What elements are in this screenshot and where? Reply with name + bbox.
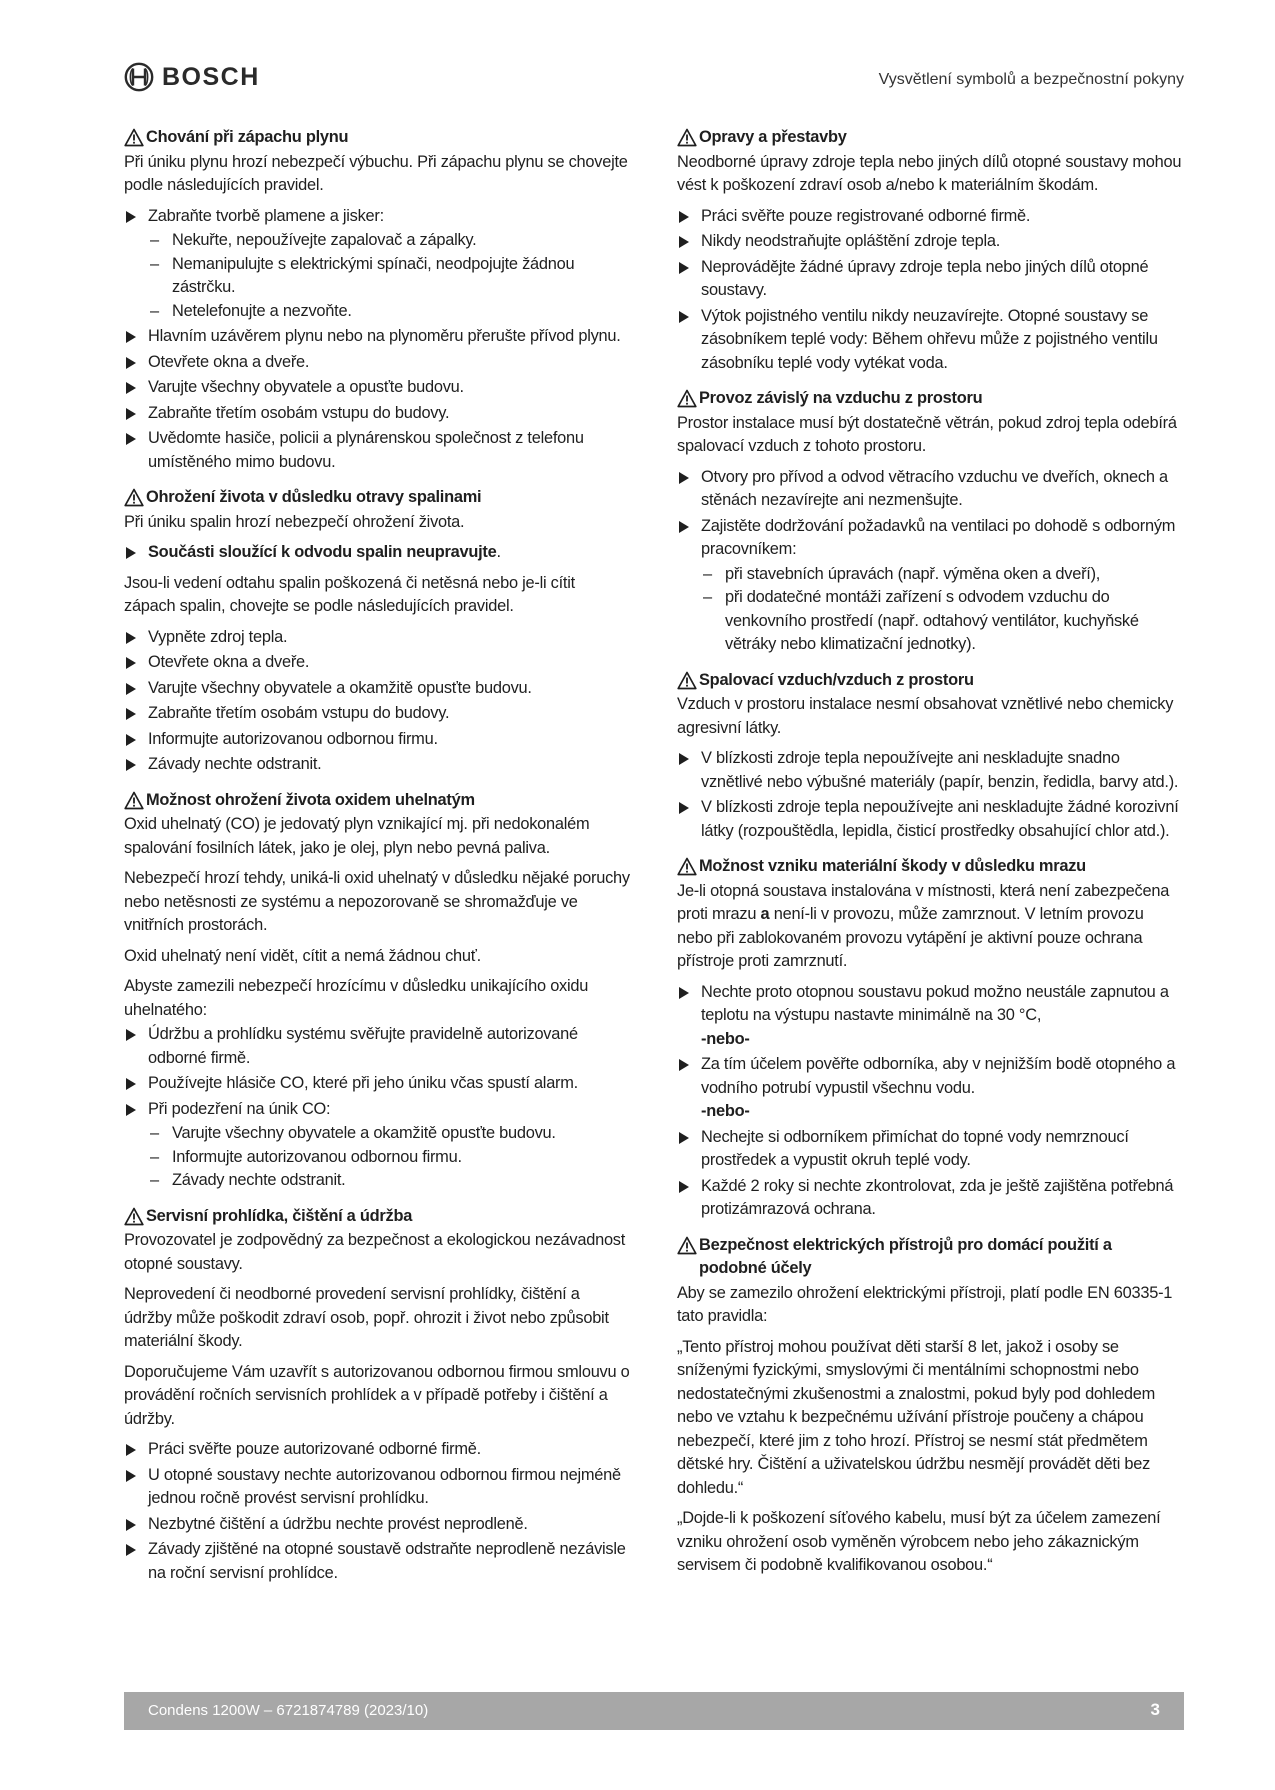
paragraph — [677, 880, 1183, 974]
step-arrow-icon — [679, 1181, 689, 1193]
step-arrow-icon — [126, 1078, 136, 1090]
step-text: Při podezření na únik CO: — [148, 1099, 331, 1118]
section-title — [677, 126, 1183, 150]
dash-bullet: – — [150, 1171, 159, 1189]
safety-section — [677, 126, 1183, 375]
step-arrow-icon — [679, 753, 689, 765]
instruction-step — [124, 541, 630, 565]
sub-item — [701, 586, 1183, 657]
step-text: Otvory pro přívod a odvod větracího vzduchu ve dveřích, oknech a stěnách nezavírejte ani nezmenšujte. — [701, 467, 1168, 509]
section-title-text: Ohrožení života v důsledku otravy spalinami — [146, 488, 482, 506]
section-title-text: Provoz závislý na vzduchu z prostoru — [699, 389, 983, 407]
instruction-step — [677, 1126, 1183, 1173]
step-arrow-icon — [126, 382, 136, 394]
step-text: Výtok pojistného ventilu nikdy neuzavírejte. Otopné soustavy se zásobníkem teplé vody: Během ohřevu může z pojistného ventilu zásobníku teplé vody vytékat voda. — [701, 306, 1158, 372]
right-column — [677, 126, 1183, 1590]
instruction-step — [124, 427, 630, 474]
sub-item — [148, 1122, 630, 1146]
instruction-list — [677, 981, 1183, 1222]
step-arrow-icon — [126, 547, 136, 559]
sub-list — [148, 1122, 630, 1193]
step-text: Za tím účelem pověřte odborníka, aby v nejnižším bodě otopného a vodního potrubí vypustil všechnu vodu. — [701, 1055, 1176, 1097]
paragraph: Provozovatel je zodpovědný za bezpečnost a ekologickou nezávadnost otopné soustavy. — [124, 1231, 626, 1273]
safety-section — [677, 1234, 1183, 1578]
sub-item-text: Závady nechte odstranit. — [172, 1171, 346, 1189]
warning-icon — [677, 857, 697, 876]
paragraph-text: není-li v provozu, může zamrznout. V letním provozu nebo při zablokovaném provozu vytápění je aktivní pouze ochrana přístroje proti zamrznutí. — [677, 905, 1144, 970]
sub-item — [148, 1146, 630, 1170]
instruction-step — [677, 230, 1183, 254]
step-arrow-icon — [126, 1029, 136, 1041]
instruction-step — [677, 305, 1183, 376]
warning-icon — [677, 128, 697, 147]
page-header — [124, 62, 1184, 98]
warning-icon — [124, 128, 144, 147]
section-title-text: Možnost ohrožení života oxidem uhelnatým — [146, 790, 475, 809]
step-text: Nikdy neodstraňujte opláštění zdroje tepla. — [701, 232, 1001, 250]
step-arrow-icon — [679, 987, 689, 999]
section-title — [124, 789, 630, 813]
sub-item-text: při dodatečné montáži zařízení s odvodem vzduchu do venkovního prostředí (např. odtahový ventilátor, kuchyňské větráky nebo klimatizační jednotky). — [725, 588, 1139, 653]
instruction-step — [124, 205, 630, 324]
sub-list — [148, 229, 630, 323]
paragraph: Jsou-li vedení odtahu spalin poškozená či netěsná nebo je-li cítit zápach spalin, chovejte se podle následujících pravidel. — [124, 573, 575, 615]
section-title-text: Chování při zápachu plynu — [146, 128, 349, 146]
step-text: Nechte proto otopnou soustavu pokud možno neustále zapnutou a teplotu na výstupu nastavte minimálně na 30 °C, — [701, 982, 1169, 1024]
instruction-list — [677, 466, 1183, 657]
dash-bullet: – — [150, 231, 159, 249]
step-text: Práci svěřte pouze autorizované odborné firmě. — [148, 1440, 481, 1458]
section-title — [677, 669, 1183, 693]
dash-bullet: – — [703, 564, 712, 583]
left-column — [124, 126, 630, 1597]
step-suffix: . — [496, 543, 501, 561]
bosch-logo — [124, 62, 260, 92]
section-title-text: Bezpečnost elektrických přístrojů pro domácí použití a podobné účely — [699, 1235, 1112, 1277]
sub-item-text: Nemanipulujte s elektrickými spínači, neodpojujte žádnou zástrčku. — [172, 254, 575, 296]
dash-bullet: – — [703, 588, 712, 606]
step-text: Hlavním uzávěrem plynu nebo na plynoměru přerušte přívod plynu. — [148, 327, 621, 345]
page-number: 3 — [1150, 1700, 1160, 1719]
step-text: Závady zjištěné na otopné soustavě odstraňte neprodleně nezávisle na roční servisní prohlídce. — [148, 1540, 626, 1582]
instruction-step — [124, 626, 630, 650]
paragraph: Neprovedení či neodborné provedení servisní prohlídky, čištění a údržby může poškodit zdraví osob, popř. ohrozit i život nebo způsobit materiální škody. — [124, 1285, 609, 1350]
section-title — [124, 126, 630, 150]
instruction-list — [124, 1438, 630, 1585]
sub-list — [701, 563, 1183, 657]
sub-item — [148, 300, 630, 324]
sub-item-text: Informujte autorizovanou odbornou firmu. — [172, 1147, 462, 1166]
instruction-step — [677, 256, 1183, 303]
instruction-list — [124, 541, 630, 565]
instruction-step — [124, 1513, 630, 1537]
step-arrow-icon — [679, 521, 689, 533]
step-arrow-icon — [126, 433, 136, 445]
section-title-text: Spalovací vzduch/vzduch z prostoru — [699, 670, 974, 689]
instruction-list — [124, 626, 630, 777]
instruction-step — [124, 402, 630, 426]
step-arrow-icon — [126, 683, 136, 695]
instruction-step — [124, 1098, 630, 1193]
paragraph: Neodborné úpravy zdroje tepla nebo jiných dílů otopné soustavy mohou vést k poškození zdraví osob a/nebo k materiálním škodám. — [677, 152, 1182, 194]
instruction-list — [124, 205, 630, 475]
paragraph-emphasis: a — [760, 905, 770, 923]
paragraph: Nebezpečí hrozí tehdy, uniká-li oxid uhelnatý v důsledku nějaké poruchy nebo netěsnosti ze systému a nepozorovaně se shromažďuje ve vnitřních prostorách. — [124, 869, 630, 934]
sub-item — [148, 253, 630, 300]
step-arrow-icon — [126, 708, 136, 720]
dash-bullet: – — [150, 1147, 159, 1166]
dash-bullet: – — [150, 1124, 159, 1142]
paragraph: Při úniku spalin hrozí nebezpečí ohrožení života. — [124, 512, 465, 531]
step-arrow-icon — [126, 1544, 136, 1556]
sub-item-text: Netelefonujte a nezvoňte. — [172, 301, 352, 320]
header-title: Vysvětlení symbolů a bezpečnostní pokyny — [878, 71, 1184, 88]
sub-item — [701, 563, 1183, 587]
warning-icon — [124, 488, 144, 507]
safety-section — [677, 855, 1183, 1222]
instruction-step — [677, 1175, 1183, 1222]
step-alternative: -nebo- — [701, 1029, 750, 1048]
instruction-list — [677, 205, 1183, 376]
safety-section — [124, 1205, 630, 1586]
instruction-step — [124, 1464, 630, 1511]
instruction-list — [124, 1023, 630, 1193]
instruction-list — [677, 747, 1183, 843]
step-arrow-icon — [126, 657, 136, 669]
step-arrow-icon — [126, 632, 136, 644]
step-arrow-icon — [126, 1519, 136, 1531]
paragraph: Oxid uhelnatý není vidět, cítit a nemá žádnou chuť. — [124, 946, 481, 965]
step-arrow-icon — [679, 802, 689, 814]
safety-section — [124, 126, 630, 474]
instruction-step — [124, 651, 630, 675]
step-arrow-icon — [126, 1444, 136, 1456]
step-text: Varujte všechny obyvatele a opusťte budovu. — [148, 378, 464, 396]
dash-bullet: – — [150, 254, 159, 273]
step-alternative: -nebo- — [701, 1102, 750, 1120]
dash-bullet: – — [150, 301, 159, 320]
instruction-step — [124, 1538, 630, 1585]
instruction-step — [677, 747, 1183, 794]
paragraph: Aby se zamezilo ohrožení elektrickými přístroji, platí podle EN 60335-1 tato pravidla: — [677, 1283, 1173, 1325]
step-arrow-icon — [679, 472, 689, 484]
step-text: Součásti sloužící k odvodu spalin neupravujte — [148, 543, 497, 561]
instruction-step — [677, 205, 1183, 229]
step-text: Zabraňte třetím osobám vstupu do budovy. — [148, 403, 450, 422]
step-text: Neprovádějte žádné úpravy zdroje tepla nebo jiných dílů otopné soustavy. — [701, 257, 1149, 299]
step-arrow-icon — [679, 1132, 689, 1144]
step-text: V blízkosti zdroje tepla nepoužívejte ani neskladujte snadno vznětlivé nebo výbušné materiály (papír, benzin, ředidla, barvy atd.). — [701, 749, 1179, 791]
instruction-step — [677, 796, 1183, 843]
paragraph: „Tento přístroj mohou používat děti starší 8 let, jakož i osoby se sníženými fyzickými, smyslovými či mentálními schopnostmi nebo nedostatečnými zkušenostmi a znalostmi, pokud byly pod dohledem nebo ve vztahu k bezpečnému užívání přístroje poučeny a chápou nebezpečí, které jim z toho hrozí. Přístroj se nesmí stát předmětem dětské hry. Čištění a uživatelskou údržbu nesmějí provádět děti bez dohledu.“ — [677, 1337, 1156, 1497]
step-arrow-icon — [126, 408, 136, 420]
step-text: Závady nechte odstranit. — [148, 755, 322, 773]
instruction-step — [124, 1023, 630, 1070]
step-text: Práci svěřte pouze registrované odborné firmě. — [701, 206, 1031, 225]
section-title — [677, 1234, 1183, 1281]
step-text: Nezbytné čištění a údržbu nechte provést neprodleně. — [148, 1514, 528, 1533]
step-text: Používejte hlásiče CO, které při jeho úniku včas spustí alarm. — [148, 1074, 578, 1092]
section-title-text: Možnost vzniku materiální škody v důsledku mrazu — [699, 857, 1086, 875]
document-reference: Condens 1200W – 6721874789 (2023/10) — [148, 1702, 429, 1719]
instruction-step — [124, 728, 630, 752]
step-text: Otevřete okna a dveře. — [148, 352, 310, 371]
step-text: Zajistěte dodržování požadavků na ventilaci po dohodě s odborným pracovníkem: — [701, 516, 1176, 558]
warning-icon — [124, 1207, 144, 1226]
step-text: Nechejte si odborníkem přimíchat do topné vody nemrznoucí prostředek a vypustit okruh teplé vody. — [701, 1127, 1129, 1169]
instruction-step — [124, 753, 630, 777]
step-arrow-icon — [679, 236, 689, 248]
paragraph-text: Je-li otopná soustava instalována v místnosti, která není zabezpečena proti mrazu — [677, 881, 1170, 923]
safety-section — [677, 387, 1183, 657]
step-text: Uvědomte hasiče, policii a plynárenskou společnost z telefonu umístěného mimo budovu. — [148, 429, 584, 471]
sub-item-text: Nekuřte, nepoužívejte zapalovač a zápalky. — [172, 231, 477, 249]
paragraph: Abyste zamezili nebezpečí hrozícímu v důsledku unikajícího oxidu uhelnatého: — [124, 977, 589, 1019]
section-title — [124, 486, 630, 510]
step-text: V blízkosti zdroje tepla nepoužívejte ani neskladujte žádné korozivní látky (rozpouštědla, lepidla, čisticí prostředky obsahující chlor atd.). — [701, 798, 1179, 840]
paragraph: Při úniku plynu hrozí nebezpečí výbuchu. Při zápachu plynu se chovejte podle následujících pravidel. — [124, 152, 628, 194]
instruction-step — [124, 325, 630, 349]
instruction-step — [124, 351, 630, 375]
instruction-step — [124, 1072, 630, 1096]
step-text: Údržbu a prohlídku systému svěřujte pravidelně autorizované odborné firmě. — [148, 1025, 578, 1067]
warning-icon — [677, 671, 697, 690]
sub-item — [148, 1169, 630, 1193]
instruction-step — [124, 376, 630, 400]
step-arrow-icon — [679, 262, 689, 274]
safety-section — [677, 669, 1183, 844]
step-arrow-icon — [126, 331, 136, 343]
paragraph: Doporučujeme Vám uzavřít s autorizovanou odbornou firmou smlouvu o provádění ročních servisních prohlídek a v případě potřeby i čištění a údržby. — [124, 1362, 630, 1428]
section-title-text: Opravy a přestavby — [699, 128, 847, 146]
step-arrow-icon — [679, 1059, 689, 1071]
step-text: Varujte všechny obyvatele a okamžitě opusťte budovu. — [148, 678, 532, 697]
sub-item-text: při stavebních úpravách (např. výměna oken a dveří), — [725, 564, 1101, 583]
instruction-step — [124, 677, 630, 701]
step-arrow-icon — [126, 357, 136, 369]
step-arrow-icon — [679, 311, 689, 323]
step-text: Vypněte zdroj tepla. — [148, 627, 288, 646]
page-footer — [124, 1692, 1184, 1730]
sub-item — [148, 229, 630, 253]
instruction-step — [677, 1053, 1183, 1124]
step-text: Otevřete okna a dveře. — [148, 653, 310, 671]
step-arrow-icon — [126, 734, 136, 746]
step-arrow-icon — [126, 1104, 136, 1116]
instruction-step — [124, 1438, 630, 1462]
instruction-step — [677, 466, 1183, 513]
instruction-step — [677, 981, 1183, 1052]
step-text: Informujte autorizovanou odbornou firmu. — [148, 729, 438, 748]
section-title-text: Servisní prohlídka, čištění a údržba — [146, 1206, 413, 1225]
brand-name: BOSCH — [162, 62, 260, 91]
step-text: Zabraňte tvorbě plamene a jisker: — [148, 206, 384, 225]
section-title — [124, 1205, 630, 1229]
warning-icon — [677, 1236, 697, 1255]
section-title — [677, 387, 1183, 411]
step-arrow-icon — [126, 1470, 136, 1482]
step-text: U otopné soustavy nechte autorizovanou odbornou firmou nejméně jednou ročně provést servisní prohlídku. — [148, 1465, 621, 1507]
paragraph: Oxid uhelnatý (CO) je jedovatý plyn vznikající mj. při nedokonalém spalování fosilních látek, jako je olej, plyn nebo pevná paliva. — [124, 815, 590, 857]
paragraph: Vzduch v prostoru instalace nesmí obsahovat vznětlivé nebo chemicky agresivní látky. — [677, 695, 1174, 737]
step-arrow-icon — [126, 759, 136, 771]
warning-icon — [677, 389, 697, 408]
step-arrow-icon — [126, 211, 136, 223]
step-text: Zabraňte třetím osobám vstupu do budovy. — [148, 704, 450, 722]
paragraph: Prostor instalace musí být dostatečně větrán, pokud zdroj tepla odebírá spalovací vzduch z tohoto prostoru. — [677, 413, 1177, 455]
step-text: Každé 2 roky si nechte zkontrolovat, zda je ještě zajištěna potřebná protizámrazová ochrana. — [701, 1176, 1174, 1218]
section-title — [677, 855, 1183, 879]
instruction-step — [124, 702, 630, 726]
safety-section — [124, 789, 630, 1193]
paragraph: „Dojde-li k poškození síťového kabelu, musí být za účelem zamezení vzniku ohrožení osob vyměněn výrobcem nebo jeho zákaznickým servisem či podobně kvalifikovanou osobou.“ — [677, 1509, 1161, 1574]
instruction-step — [677, 515, 1183, 657]
step-arrow-icon — [679, 211, 689, 223]
safety-section — [124, 486, 630, 777]
sub-item-text: Varujte všechny obyvatele a okamžitě opusťte budovu. — [172, 1124, 556, 1142]
bosch-armature-icon — [124, 62, 154, 92]
warning-icon — [124, 791, 144, 810]
